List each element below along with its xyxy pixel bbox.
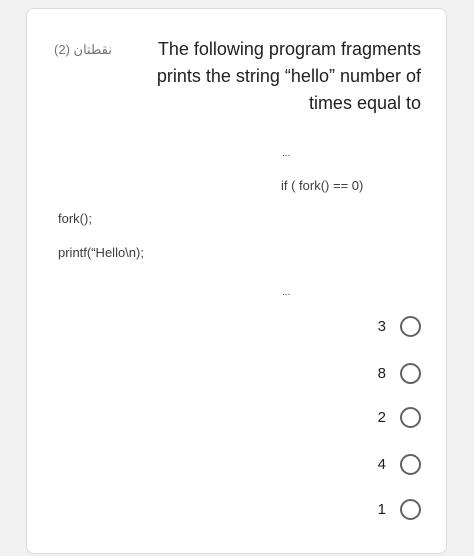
option-2[interactable] [378, 405, 421, 429]
radio-button[interactable] [400, 363, 421, 384]
code-ellipsis-bottom: ... [282, 287, 291, 298]
option-4[interactable] [378, 452, 421, 476]
option-8[interactable] [378, 361, 421, 385]
option-label: 8 [377, 364, 386, 382]
option-label: 4 [377, 455, 386, 473]
option-3[interactable] [378, 314, 421, 338]
question-text: The following program fragments prints the string “hello” number of times equal to [156, 39, 421, 113]
option-label: 1 [377, 500, 386, 518]
option-1[interactable] [378, 497, 421, 521]
option-label: 2 [377, 408, 386, 426]
radio-button[interactable] [400, 454, 421, 475]
points-label: نقطتان (2) [54, 42, 112, 57]
code-fork-call: fork(); [58, 211, 92, 226]
radio-button[interactable] [400, 407, 421, 428]
code-if-condition: if ( fork() == 0) [281, 178, 364, 193]
code-printf-call: printf(“Hello\n); [58, 245, 144, 260]
code-ellipsis-top: ... [282, 148, 291, 159]
option-label: 3 [377, 317, 386, 335]
radio-button[interactable] [400, 316, 421, 337]
radio-button[interactable] [400, 499, 421, 520]
